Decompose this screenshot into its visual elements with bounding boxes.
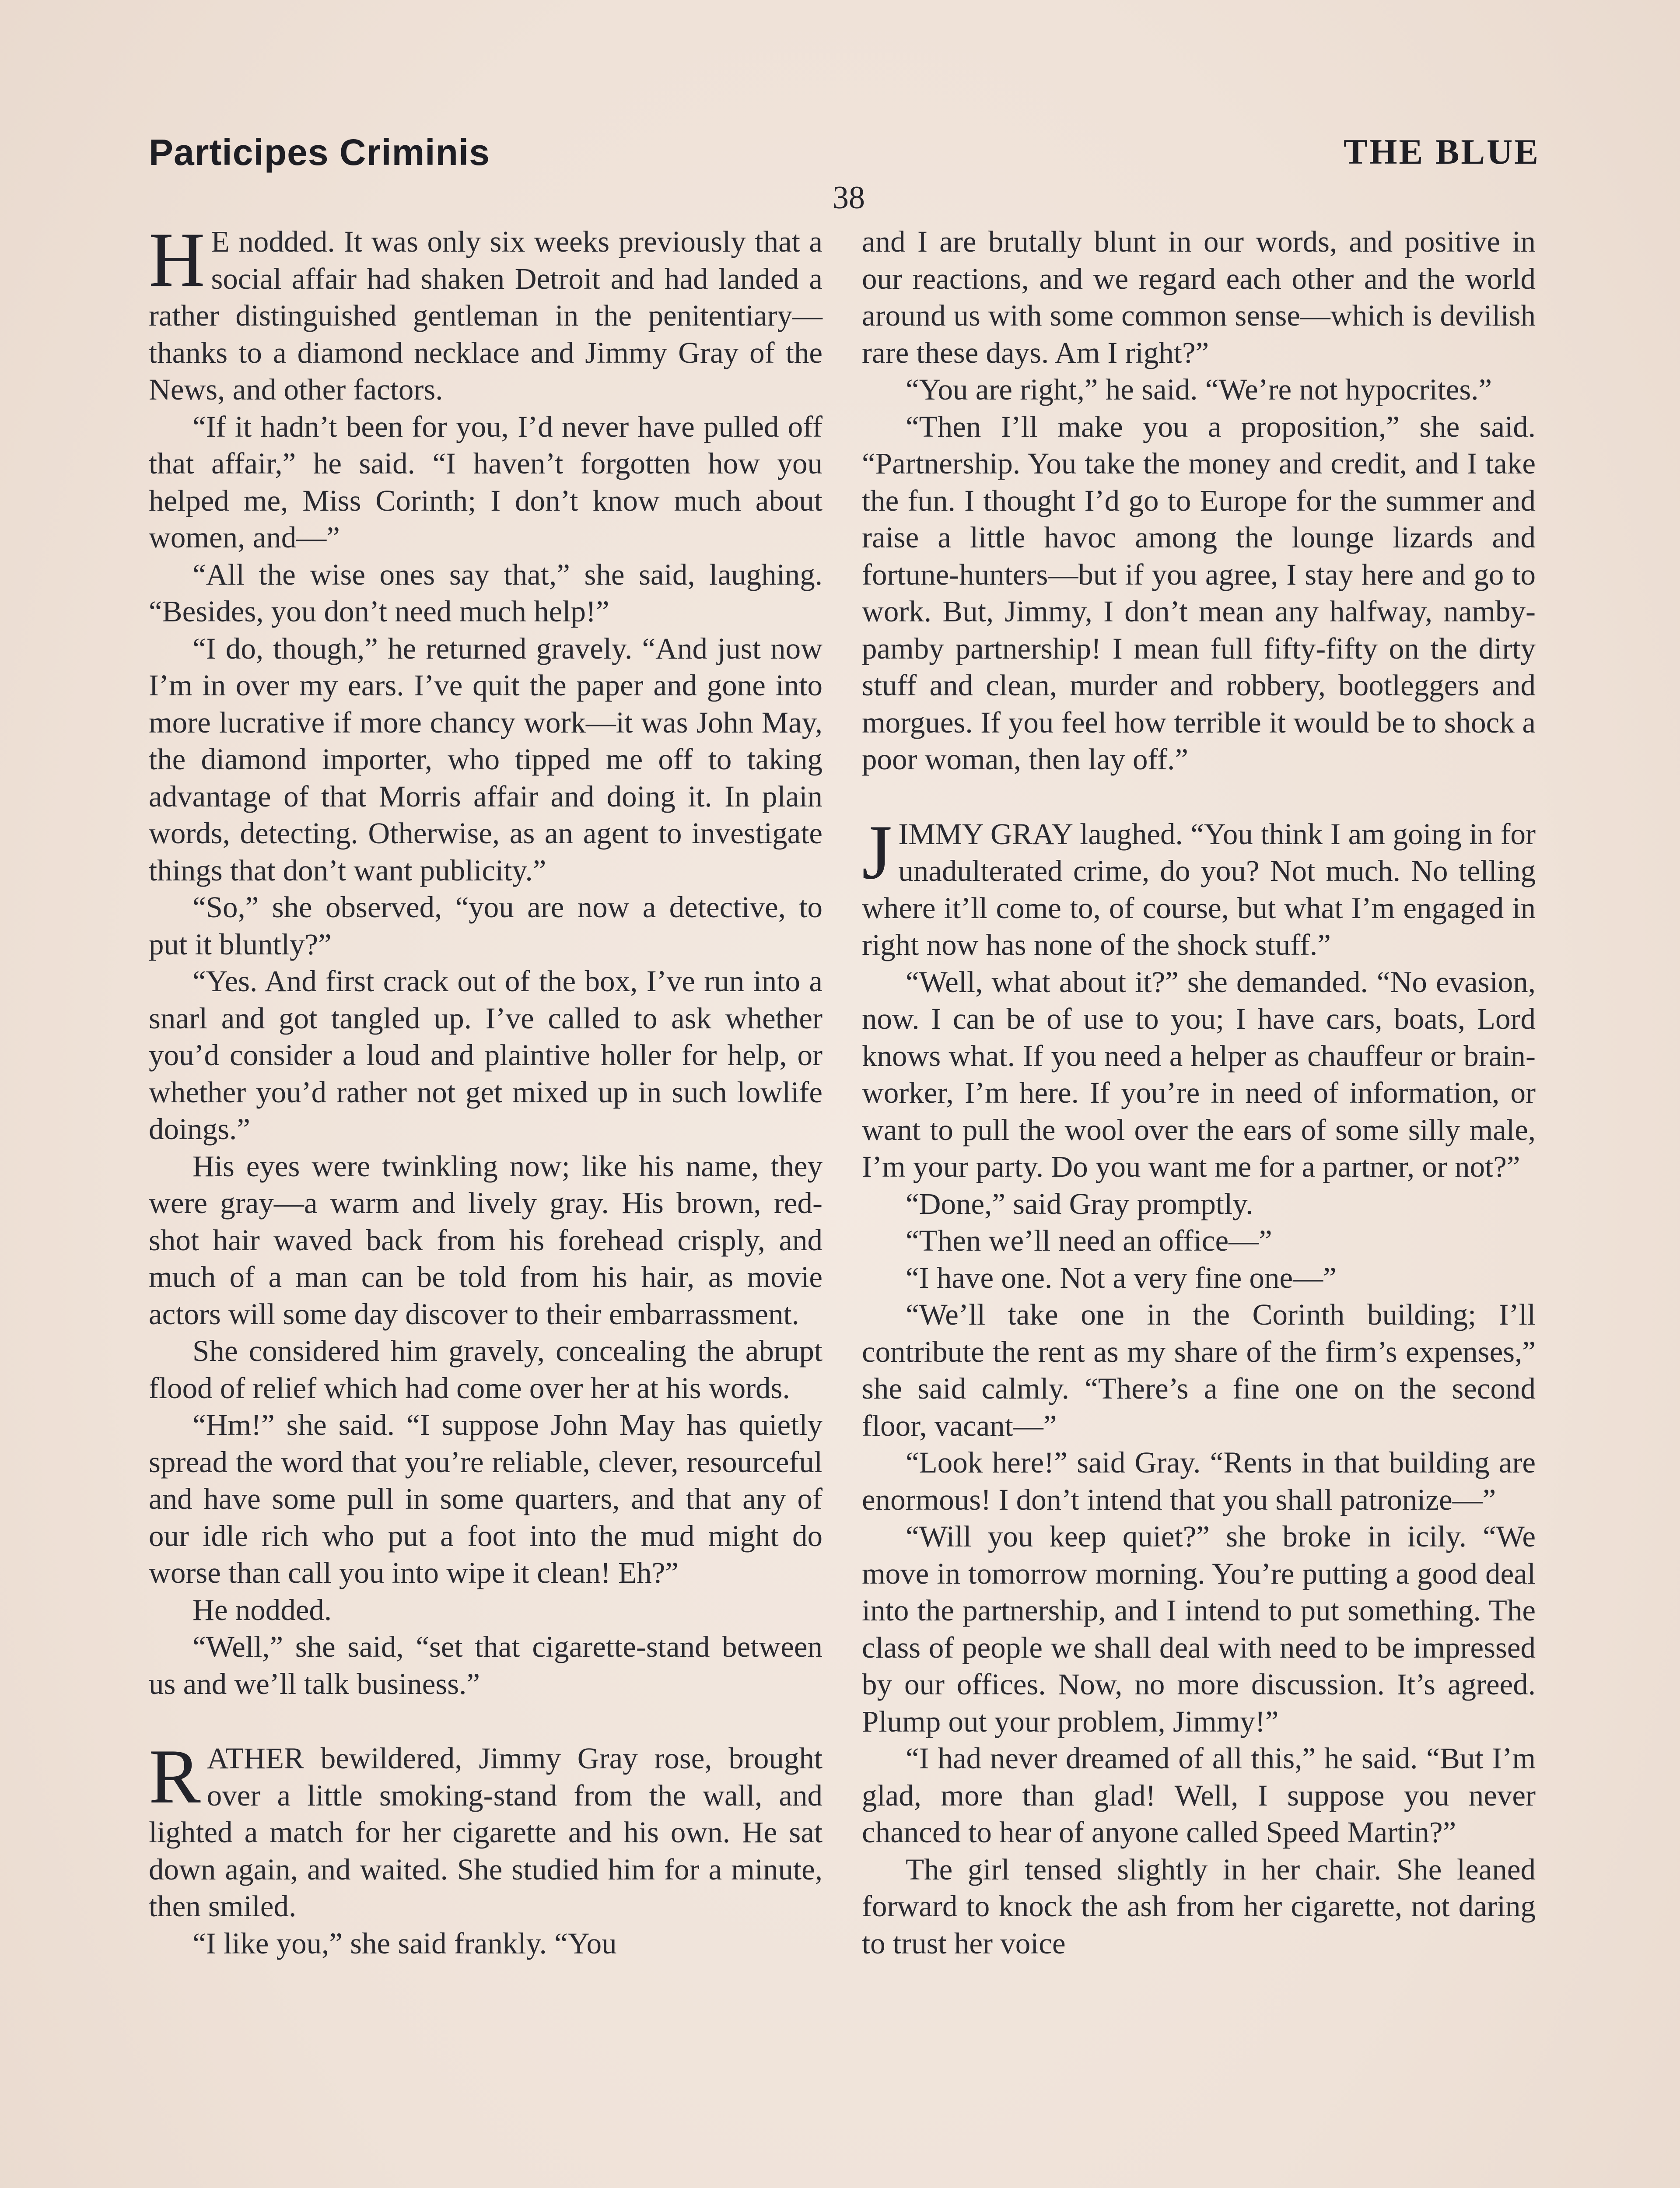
paragraph: He nodded. [192, 1593, 332, 1627]
paragraph: “We’ll take one in the Corinth building; I’ll contribute the rent as my share of the firm’s expenses,” she said calmly. “There’s a fine one on the second floor, vacant—” [862, 1298, 1536, 1442]
magazine-name: THE BLUE [1344, 132, 1540, 172]
paragraph: “Look here!” said Gray. “Rents in that building are enormous! I don’t intend that you shall patronize—” [862, 1446, 1536, 1516]
running-header [149, 131, 1540, 184]
right-column [862, 223, 1536, 2188]
paragraph: She considered him gravely, concealing the abrupt flood of relief which had come over her at his words. [149, 1334, 822, 1405]
drop-cap: R [149, 1733, 201, 1820]
story-title: Participes Criminis [149, 132, 490, 173]
paragraph [149, 1733, 822, 1925]
paragraph-text: ATHER bewildered, Jimmy Gray rose, brought over a little smoking-stand from the wall, and lighted a match for her cigarette and his own. He sat down again, and waited. She studied him for a minute, then smiled. [149, 1742, 822, 1923]
paragraph-text: IMMY GRAY laughed. “You think I am going in for unadulterated crime, do you? Not much. No telling where it’ll come to, of course, but what I’m engaged in right now has none of the shock stuff.” [862, 817, 1536, 961]
page-number: 38 [833, 180, 865, 216]
paragraph: “Well, what about it?” she demanded. “No evasion, now. I can be of use to you; I have cars, boats, Lord knows what. If you need a helper as chauffeur or brain-worker, I’m here. If you’re in need of information, or want to pull the wool over the ears of some silly male, I’m your party. Do you want me for a partner, or not?” [862, 965, 1536, 1183]
paragraph: “All the wise ones say that,” she said, laughing. “Besides, you don’t need much help!” [149, 558, 822, 628]
paragraph: “Then we’ll need an office—” [906, 1224, 1272, 1257]
paragraph [149, 216, 822, 408]
paragraph: “Will you keep quiet?” she broke in icily. “We move in tomorrow morning. You’re putting a good deal into the partnership, and I intend to put something. The class of people we shall deal with need to be impressed by our offices. Now, no more discussion. It’s agreed. Plump out your problem, Jimmy!” [862, 1520, 1536, 1738]
paragraph-text: E nodded. It was only six weeks previously that a social affair had shaken Detroit and had landed a rather distinguished gentleman in the penitentiary—thanks to a diamond necklace and Jimmy Gray of the News, and other factors. [149, 225, 822, 406]
paragraph: “Done,” said Gray promptly. [906, 1187, 1253, 1220]
paragraph: and I are brutally blunt in our words, and positive in our reactions, and we regard each other and the world around us with some common sense—which is devilish rare these days. Am I right?” [862, 225, 1536, 369]
paragraph: “I had never dreamed of all this,” he said. “But I’m glad, more than glad! Well, I suppose you never chanced to hear of anyone called Speed Martin?” [862, 1742, 1536, 1849]
drop-cap: J [862, 808, 892, 895]
paragraph: “If it hadn’t been for you, I’d never have pulled off that affair,” he said. “I haven’t forgotten how you helped me, Miss Corinth; I don’t know much about women, and—” [149, 410, 822, 554]
paragraph [862, 808, 1536, 964]
paragraph: His eyes were twinkling now; like his name, they were gray—a warm and lively gray. His brown, red-shot hair waved back from his forehead crisply, and much of a man can be told from his hair, as movie actors will some day discover to their embarrassment. [149, 1149, 822, 1331]
paragraph: “So,” she observed, “you are now a detective, to put it bluntly?” [149, 891, 822, 961]
paragraph: “Well,” she said, “set that cigarette-stand between us and we’ll talk business.” [149, 1630, 822, 1701]
paragraph: “I do, though,” he returned gravely. “And just now I’m in over my ears. I’ve quit the paper and gone into more lucrative if more chancy work—it was John May, the diamond importer, who tipped me off to taking advantage of that Morris affair and doing it. In plain words, detecting. Otherwise, as an agent to investigate things that don’t want publicity.” [149, 631, 822, 887]
drop-cap: H [149, 216, 205, 303]
paragraph: “Then I’ll make you a proposition,” she said. “Partnership. You take the money and credit, and I take the fun. I thought I’d go to Europe for the summer and raise a little havoc among the lounge lizards and fortune-hunters—but if you agree, I stay here and go to work. But, Jimmy, I don’t mean any halfway, namby-pamby partnership! I mean full fifty-fifty on the dirty stuff and clean, murder and robbery, bootleggers and morgues. If you feel how terrible it would be to shock a poor woman, then lay off.” [862, 410, 1536, 776]
left-column [149, 216, 822, 2188]
paragraph: “I have one. Not a very fine one—” [906, 1261, 1337, 1294]
paragraph: The girl tensed slightly in her chair. She leaned forward to knock the ash from her cigarette, not daring to trust her voice [862, 1852, 1536, 1960]
paragraph: “You are right,” he said. “We’re not hypocrites.” [906, 373, 1492, 406]
paragraph: “Yes. And first crack out of the box, I’ve run into a snarl and got tangled up. I’ve called to ask whether you’d consider a loud and plaintive holler for help, or whether you’d rather not get mixed up in such lowlife doings.” [149, 964, 822, 1146]
paragraph: “Hm!” she said. “I suppose John May has quietly spread the word that you’re reliable, clever, resourceful and have some pull in some quarters, and that any of our idle rich who put a foot into the mud might do worse than call you into wipe it clean! Eh?” [149, 1408, 822, 1589]
paragraph: “I like you,” she said frankly. “You [192, 1926, 617, 1960]
